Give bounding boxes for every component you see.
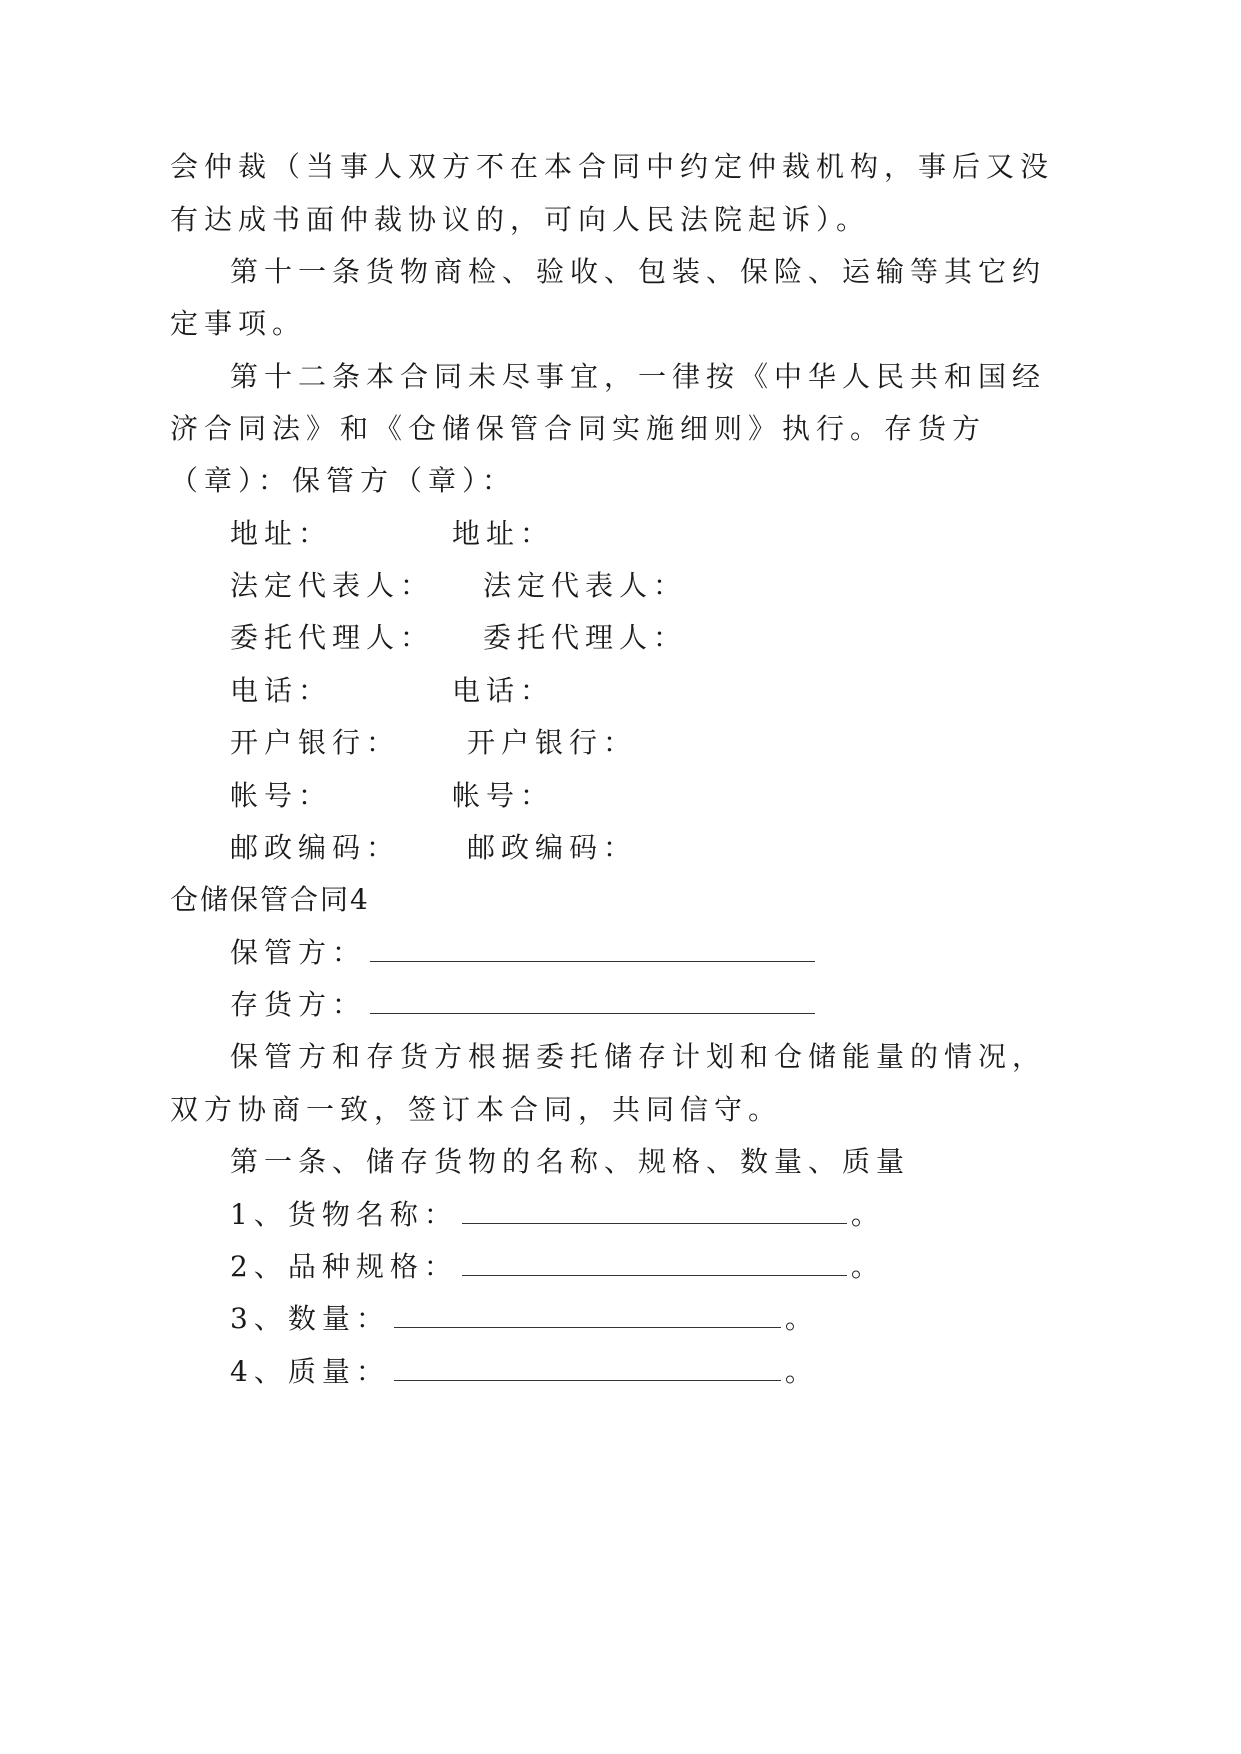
legal-rep-label-left: 法定代表人： [230,569,435,602]
period: 。 [784,1355,819,1388]
item-spec-label: 2、品种规格： [230,1250,458,1283]
bank-label-left: 开户银行： [230,726,401,759]
item-spec-row [230,1250,885,1284]
intro-line: 双方协商一致，签订本合同，共同信守。 [170,1093,783,1126]
account-label-right: 帐号： [452,779,555,812]
intro-line: 保管方和存货方根据委托储存计划和仓储能量的情况， [230,1040,1047,1073]
address-label-left: 地址： [230,517,333,550]
depositor-label: 存货方： [230,988,367,1021]
address-label-right: 地址： [452,517,555,550]
article-12-heading: 第十二条本合同未尽事宜，一律按《中华人民共和国经 [230,360,1047,393]
article-11-heading: 第十一条货物商检、验收、包装、保险、运输等其它约 [230,255,1047,288]
item-quantity-label: 3、数量： [230,1302,390,1335]
phone-label-left: 电话： [230,674,333,707]
period: 。 [784,1302,819,1335]
period: 。 [850,1250,885,1283]
phone-label-right: 电话： [452,674,555,707]
item-spec-blank [462,1253,847,1276]
item-goods-name-label: 1、货物名称： [230,1198,458,1231]
paragraph-line: 会仲裁（当事人双方不在本合同中约定仲裁机构，事后又没 [170,150,1055,183]
article-1-heading: 第一条、储存货物的名称、规格、数量、质量 [230,1145,911,1178]
account-label-left: 帐号： [230,779,333,812]
custodian-blank [370,939,815,962]
custodian-label: 保管方： [230,936,367,969]
agent-label-right: 委托代理人： [483,621,688,654]
paragraph-line: 有达成书面仲裁协议的，可向人民法院起诉）。 [170,203,871,236]
item-quality-blank [394,1358,781,1381]
agent-label-left: 委托代理人： [230,621,435,654]
bank-label-right: 开户银行： [467,726,638,759]
custodian-row [230,936,819,970]
depositor-blank [370,991,815,1014]
item-goods-name-row [230,1198,885,1232]
item-quantity-blank [394,1305,781,1328]
paragraph-line: （章）：保管方（章）： [170,464,517,497]
item-quality-row [230,1355,819,1389]
postal-label-right: 邮政编码： [467,831,638,864]
contract-title: 仓储保管合同4 [170,883,370,916]
depositor-row [230,988,819,1022]
item-quantity-row [230,1302,819,1336]
legal-rep-label-right: 法定代表人： [483,569,688,602]
paragraph-line: 济合同法》和《仓储保管合同实施细则》执行。存货方 [170,412,987,445]
period: 。 [850,1198,885,1231]
paragraph-line: 定事项。 [170,307,307,340]
item-goods-name-blank [462,1201,847,1224]
postal-label-left: 邮政编码： [230,831,401,864]
item-quality-label: 4、质量： [230,1355,390,1388]
